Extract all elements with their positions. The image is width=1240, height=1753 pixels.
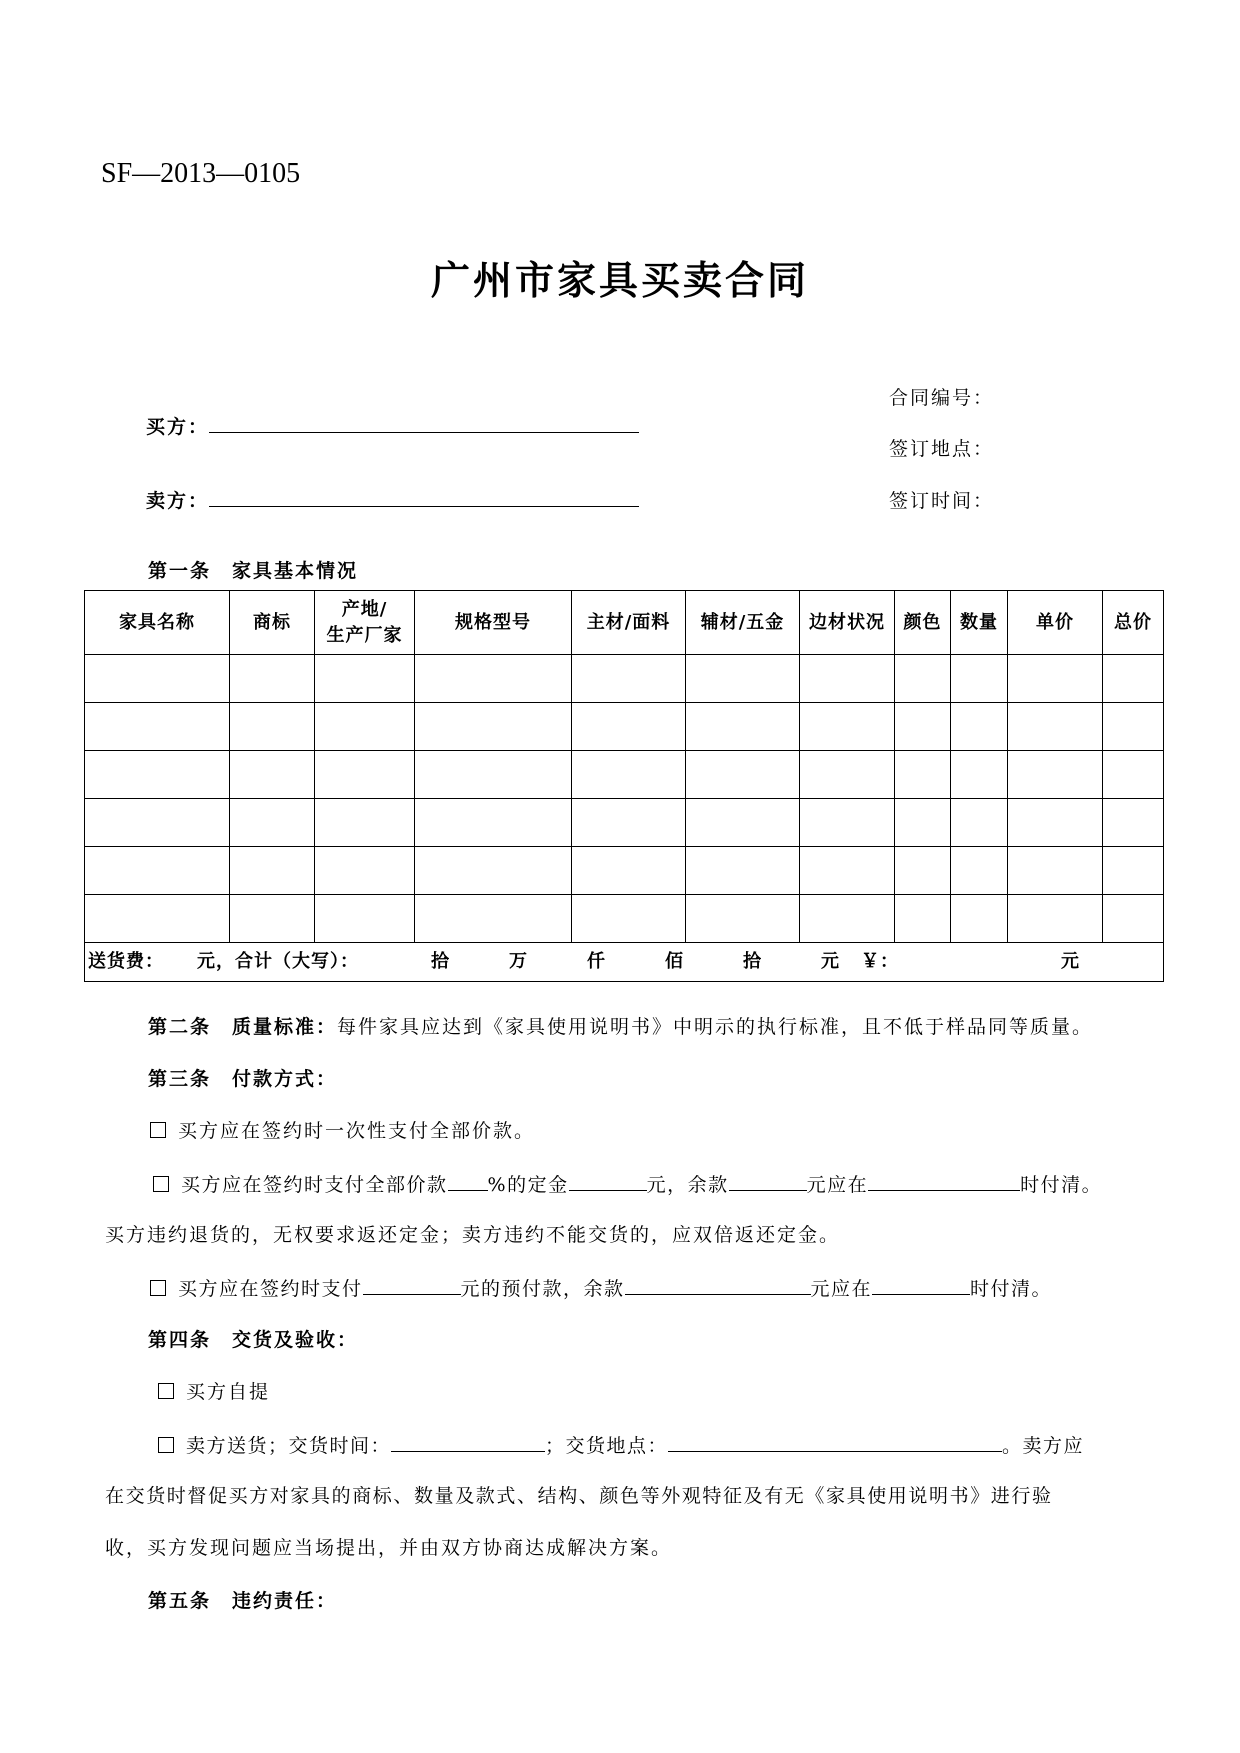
table-cell[interactable] <box>895 895 951 943</box>
yen-label: ￥： <box>861 951 899 972</box>
col-total-price: 总价 <box>1103 591 1164 655</box>
table-cell[interactable] <box>315 895 415 943</box>
table-cell[interactable] <box>686 847 800 895</box>
table-cell[interactable] <box>315 799 415 847</box>
sign-place-label: 签订地点： <box>889 438 995 460</box>
table-cell[interactable] <box>895 655 951 703</box>
col-aux-material: 辅材/五金 <box>686 591 800 655</box>
article-3-heading: 第三条 付款方式： <box>148 1068 338 1090</box>
seller-label: 卖方： <box>146 490 210 512</box>
table-cell[interactable] <box>951 895 1008 943</box>
table-cell[interactable] <box>1008 751 1103 799</box>
table-cell[interactable] <box>1008 799 1103 847</box>
table-cell[interactable] <box>800 655 895 703</box>
table-cell[interactable] <box>572 847 686 895</box>
table-cell[interactable] <box>895 703 951 751</box>
furniture-table <box>84 590 1164 982</box>
unit-bai: 佰 <box>665 951 684 972</box>
sign-time-label: 签订时间： <box>889 490 995 512</box>
table-cell[interactable] <box>230 895 315 943</box>
payment-option-3-text-d: 时付清。 <box>970 1278 1053 1300</box>
buyer-field[interactable] <box>209 410 639 433</box>
table-cell[interactable] <box>572 895 686 943</box>
table-cell[interactable] <box>951 751 1008 799</box>
col-unit-price: 单价 <box>1008 591 1103 655</box>
table-cell[interactable] <box>800 751 895 799</box>
table-cell[interactable] <box>572 655 686 703</box>
table-cell[interactable] <box>1103 703 1164 751</box>
table-cell[interactable] <box>895 799 951 847</box>
col-main-material: 主材/面料 <box>572 591 686 655</box>
article-4-heading: 第四条 交货及验收： <box>148 1329 359 1351</box>
payment-option-1-text: 买方应在签约时一次性支付全部价款。 <box>178 1120 536 1142</box>
checkbox[interactable] <box>158 1437 174 1453</box>
pay-time-field[interactable] <box>872 1272 970 1295</box>
col-origin <box>315 591 415 655</box>
table-cell[interactable] <box>895 751 951 799</box>
table-cell[interactable] <box>85 703 230 751</box>
table-cell[interactable] <box>415 895 572 943</box>
table-cell[interactable] <box>1103 847 1164 895</box>
buyer-label: 买方： <box>146 416 210 438</box>
table-cell[interactable] <box>951 847 1008 895</box>
unit-yuan: 元 <box>821 951 840 972</box>
table-header-row <box>85 591 1164 655</box>
article-2-text: 每件家具应达到《家具使用说明书》中明示的执行标准，且不低于样品同等质量。 <box>337 1016 1094 1038</box>
table-cell[interactable] <box>951 703 1008 751</box>
table-cell[interactable] <box>951 655 1008 703</box>
delivery-continued-2: 收，买方发现问题应当场提出，并由双方协商达成解决方案。 <box>105 1537 673 1559</box>
table-cell[interactable] <box>800 703 895 751</box>
delivery-time-field[interactable] <box>391 1429 545 1452</box>
table-row <box>85 799 1164 847</box>
contract-no-label: 合同编号： <box>889 387 995 409</box>
checkbox[interactable] <box>150 1122 166 1138</box>
table-cell[interactable] <box>1008 895 1103 943</box>
table-row <box>85 751 1164 799</box>
table-cell[interactable] <box>230 703 315 751</box>
delivery-option-1 <box>158 1377 270 1404</box>
table-cell[interactable] <box>895 847 951 895</box>
table-cell[interactable] <box>951 799 1008 847</box>
table-cell[interactable] <box>572 799 686 847</box>
table-footer-row <box>85 943 1164 982</box>
balance-amount-field[interactable] <box>729 1168 807 1191</box>
payment-option-3-text-b: 元的预付款，余款 <box>460 1278 625 1300</box>
table-cell[interactable] <box>800 799 895 847</box>
unit-wan: 万 <box>509 951 528 972</box>
table-cell[interactable] <box>1103 799 1164 847</box>
table-cell[interactable] <box>686 751 800 799</box>
delivery-option-2-text-a: 卖方送货；交货时间： <box>186 1435 392 1457</box>
table-cell[interactable] <box>85 751 230 799</box>
table-cell[interactable] <box>230 655 315 703</box>
article-2 <box>148 1012 1093 1039</box>
payment-option-2 <box>153 1168 1102 1197</box>
table-cell[interactable] <box>85 895 230 943</box>
delivery-option-1-text: 买方自提 <box>186 1381 271 1403</box>
col-edge-condition: 边材状况 <box>800 591 895 655</box>
table-cell[interactable] <box>1008 655 1103 703</box>
col-furniture-name: 家具名称 <box>85 591 230 655</box>
checkbox[interactable] <box>153 1176 169 1192</box>
table-cell[interactable] <box>415 799 572 847</box>
payment-option-2-text-a: 买方应在签约时支付全部价款 <box>181 1174 448 1196</box>
unit-shi: 拾 <box>743 951 762 972</box>
table-cell[interactable] <box>230 751 315 799</box>
table-cell[interactable] <box>686 703 800 751</box>
table-cell[interactable] <box>85 655 230 703</box>
payment-option-3-text-c: 元应在 <box>810 1278 873 1300</box>
prepayment-field[interactable] <box>363 1272 461 1295</box>
unit-qian: 仟 <box>587 951 606 972</box>
document-number: SF—2013—0105 <box>101 158 301 189</box>
payment-option-2-text-c: 元，余款 <box>646 1174 729 1196</box>
payment-option-3 <box>150 1272 1052 1301</box>
table-cell[interactable] <box>1103 655 1164 703</box>
table-cell[interactable] <box>800 895 895 943</box>
table-row <box>85 655 1164 703</box>
shipping-fee-label: 送货费： <box>88 951 164 972</box>
col-color: 颜色 <box>895 591 951 655</box>
payment-option-1 <box>150 1116 535 1143</box>
table-cell[interactable] <box>315 703 415 751</box>
table-cell[interactable] <box>415 703 572 751</box>
table-cell[interactable] <box>1008 703 1103 751</box>
payment-option-2-text-e: 时付清。 <box>1020 1174 1103 1196</box>
table-cell[interactable] <box>230 847 315 895</box>
delivery-option-2-text-b: ；交货地点： <box>545 1435 669 1457</box>
table-row <box>85 895 1164 943</box>
delivery-place-field[interactable] <box>668 1429 1002 1452</box>
col-quantity: 数量 <box>951 591 1008 655</box>
table-cell[interactable] <box>686 655 800 703</box>
payment-option-2-continued: 买方违约退货的，无权要求返还定金；卖方违约不能交货的，应双倍返还定金。 <box>105 1224 841 1246</box>
deposit-percent-field[interactable] <box>448 1168 488 1191</box>
checkbox[interactable] <box>158 1383 174 1399</box>
table-cell[interactable] <box>686 895 800 943</box>
table-row <box>85 703 1164 751</box>
delivery-option-2 <box>158 1429 1084 1458</box>
delivery-option-2-text-c: 。卖方应 <box>1002 1435 1085 1457</box>
table-cell[interactable] <box>415 847 572 895</box>
deposit-amount-field[interactable] <box>569 1168 647 1191</box>
unit-shi-wan: 拾 <box>431 951 450 972</box>
article-2-heading: 第二条 质量标准： <box>148 1016 338 1038</box>
table-cell[interactable] <box>85 847 230 895</box>
checkbox[interactable] <box>150 1280 166 1296</box>
table-row <box>85 847 1164 895</box>
table-cell[interactable] <box>85 799 230 847</box>
table-cell[interactable] <box>1008 847 1103 895</box>
table-cell[interactable] <box>686 799 800 847</box>
table-cell[interactable] <box>415 751 572 799</box>
table-cell[interactable] <box>572 703 686 751</box>
table-cell[interactable] <box>315 655 415 703</box>
payment-option-3-text-a: 买方应在签约时支付 <box>178 1278 363 1300</box>
table-cell[interactable] <box>315 847 415 895</box>
table-cell[interactable] <box>800 847 895 895</box>
yuan-end-label: 元 <box>1061 951 1080 972</box>
col-brand: 商标 <box>230 591 315 655</box>
payment-option-2-text-b: %的定金 <box>487 1174 569 1196</box>
page-title: 广州市家具买卖合同 <box>430 258 809 304</box>
article-1-heading: 第一条 家具基本情况 <box>148 560 359 582</box>
col-model: 规格型号 <box>415 591 572 655</box>
table-cell[interactable] <box>572 751 686 799</box>
table-cell[interactable] <box>315 751 415 799</box>
total-in-words-label: 元，合计（大写）： <box>197 951 359 972</box>
table-cell[interactable] <box>230 799 315 847</box>
table-cell[interactable] <box>1103 751 1164 799</box>
payment-option-2-text-d: 元应在 <box>806 1174 869 1196</box>
balance-due-field[interactable] <box>868 1168 1020 1191</box>
col-origin-line2: 生产厂家 <box>326 624 403 646</box>
balance-field[interactable] <box>625 1272 811 1295</box>
delivery-continued-1: 在交货时督促买方对家具的商标、数量及款式、结构、颜色等外观特征及有无《家具使用说明书》进行验 <box>105 1485 1053 1507</box>
table-cell[interactable] <box>1103 895 1164 943</box>
article-5-heading: 第五条 违约责任： <box>148 1590 338 1612</box>
total-cell <box>85 943 1164 982</box>
col-origin-line1: 产地/ <box>341 598 388 620</box>
table-cell[interactable] <box>415 655 572 703</box>
seller-field[interactable] <box>209 484 639 507</box>
